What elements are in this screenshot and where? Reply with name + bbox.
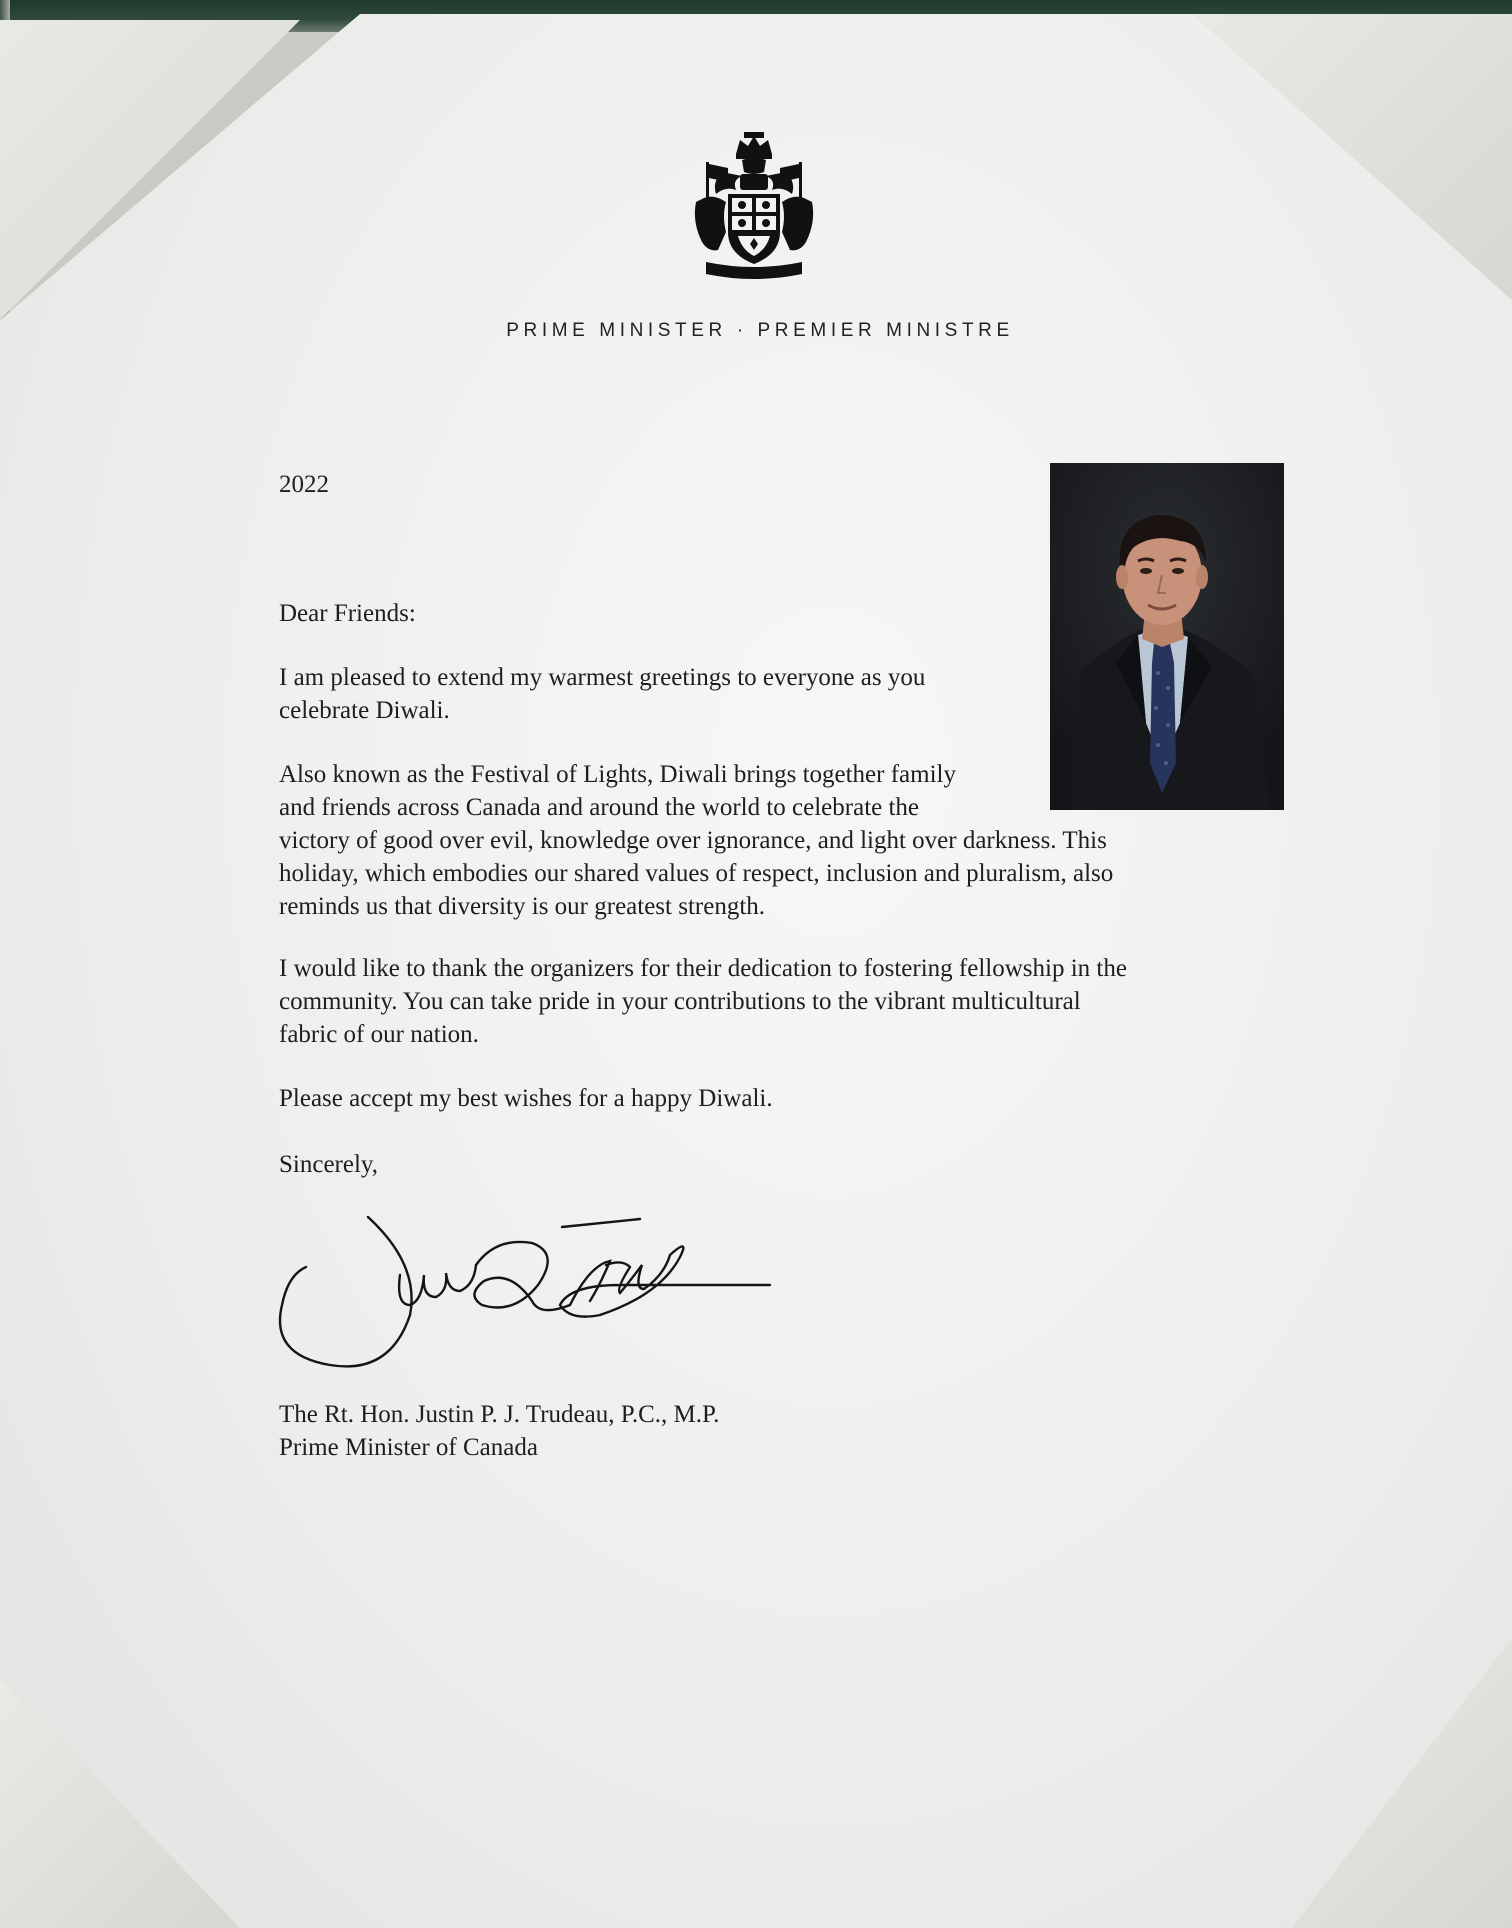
paragraph-thanks bbox=[279, 952, 1239, 1051]
signatory-name: The Rt. Hon. Justin P. J. Trudeau, P.C., M.P. bbox=[279, 1401, 720, 1428]
letter-closing: Sincerely, bbox=[279, 1151, 379, 1178]
paragraph-line: fabric of our nation. bbox=[279, 1021, 479, 1048]
letter-salutation: Dear Friends: bbox=[279, 600, 416, 627]
paragraph-greeting bbox=[279, 661, 1039, 727]
letter-date: 2022 bbox=[279, 471, 329, 498]
paragraph-line: celebrate Diwali. bbox=[279, 697, 450, 724]
paragraph-wishes: Please accept my best wishes for a happy Diwali. bbox=[279, 1085, 773, 1112]
paragraph-line: reminds us that diversity is our greatest strength. bbox=[279, 893, 766, 920]
paragraph-line: holiday, which embodies our shared values of respect, inclusion and pluralism, also bbox=[279, 860, 1114, 887]
signatory-title: Prime Minister of Canada bbox=[279, 1434, 538, 1461]
paragraph-line: community. You can take pride in your contributions to the vibrant multicultural bbox=[279, 988, 1081, 1015]
paragraph-festival bbox=[279, 758, 1239, 923]
coat-of-arms-icon bbox=[692, 132, 816, 284]
letterhead-title: PRIME MINISTER · PREMIER MINISTRE bbox=[506, 320, 1014, 341]
paragraph-line: victory of good over evil, knowledge over ignorance, and light over darkness. This bbox=[279, 827, 1107, 854]
signature-image bbox=[270, 1205, 790, 1375]
paragraph-line: Also known as the Festival of Lights, Diwali brings together family bbox=[279, 761, 956, 788]
paragraph-line: and friends across Canada and around the world to celebrate the bbox=[279, 794, 920, 821]
paragraph-line: I would like to thank the organizers for their dedication to fostering fellowship in the bbox=[279, 955, 1127, 982]
paragraph-line: I am pleased to extend my warmest greetings to everyone as you bbox=[279, 664, 926, 691]
